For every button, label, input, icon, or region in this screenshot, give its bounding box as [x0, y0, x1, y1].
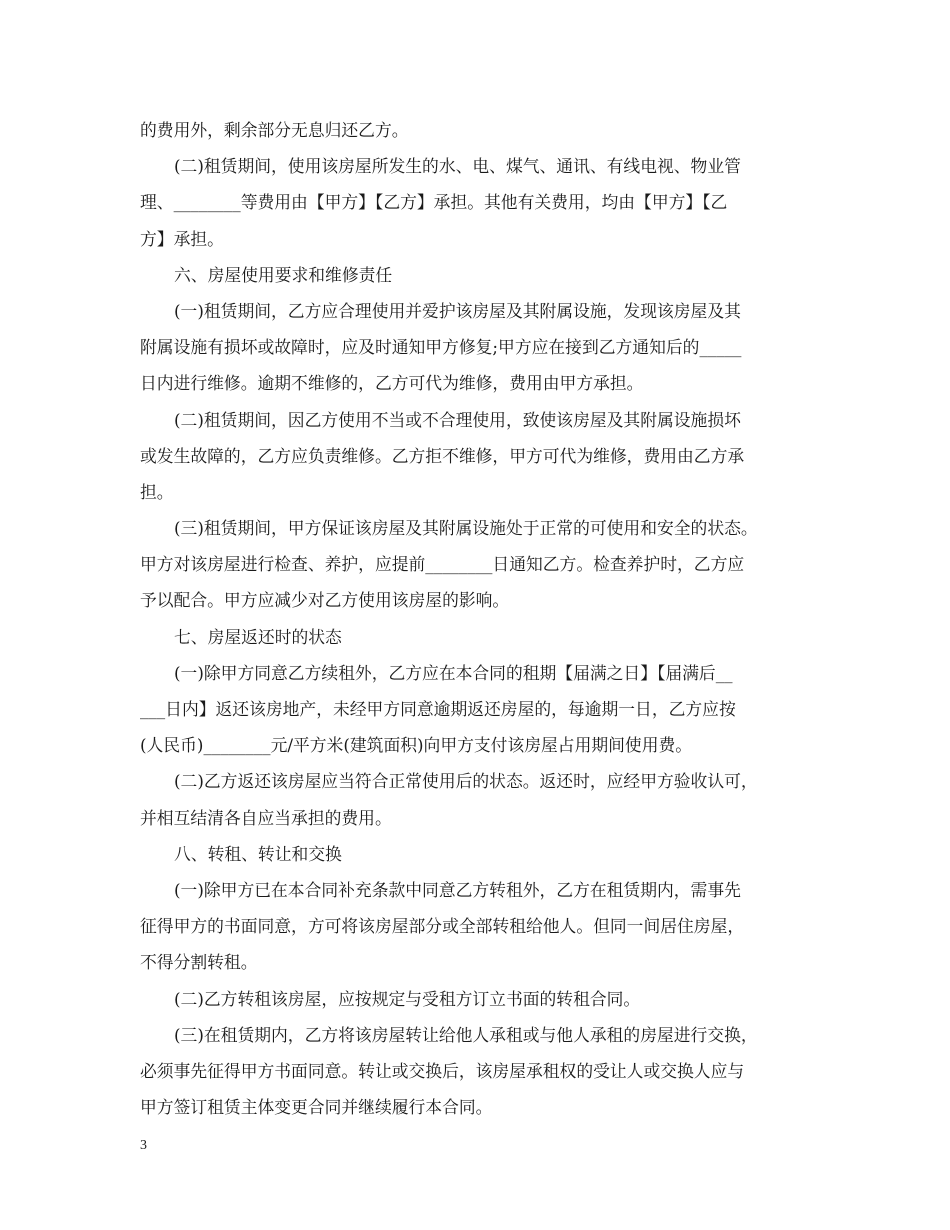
text-line: (二)租赁期间，使用该房屋所发生的水、电、煤气、通讯、有线电视、物业管: [174, 156, 741, 177]
text-line: 理、________等费用由【甲方】【乙方】承担。其他有关费用，均由【甲方】【乙: [140, 192, 728, 213]
text-line: 附属设施有损坏或故障时，应及时通知甲方修复;甲方应在接到乙方通知后的_____: [140, 337, 742, 358]
document-body: [140, 112, 830, 1125]
text-line: 七、房屋返还时的状态: [174, 626, 342, 647]
text-line: 六、房屋使用要求和维修责任: [174, 264, 393, 285]
text-line: (三)租赁期间，甲方保证该房屋及其附属设施处于正常的可使用和安全的状态。: [174, 518, 758, 539]
page-number: 3: [140, 1138, 147, 1153]
text-line: (人民币)________元/平方米(建筑面积)向甲方支付该房屋占用期间使用费。: [140, 735, 693, 756]
text-line: 八、转租、转让和交换: [174, 843, 342, 864]
text-line: ___日内】返还该房地产，未经甲方同意逾期返还房屋的，每逾期一日，乙方应按: [140, 699, 736, 719]
text-line: 或发生故障的，乙方应负责维修。乙方拒不维修，甲方可代为维修，费用由乙方承: [140, 445, 745, 466]
text-line: (二)租赁期间，因乙方使用不当或不合理使用，致使该房屋及其附属设施损坏: [174, 409, 741, 430]
text-line: 并相互结清各自应当承担的费用。: [140, 807, 392, 828]
text-line: (三)在租赁期内，乙方将该房屋转让给他人承租或与他人承租的房屋进行交换，: [174, 1024, 758, 1045]
text-line: 日内进行维修。逾期不维修的，乙方可代为维修，费用由甲方承担。: [140, 373, 644, 394]
text-line: (一)除甲方同意乙方续租外，乙方应在本合同的租期【届满之日】【届满后__: [174, 662, 733, 683]
text-line: (一)除甲方已在本合同补充条款中同意乙方转租外，乙方在租赁期内，需事先: [174, 879, 741, 900]
text-line: 担。: [140, 481, 174, 502]
text-line: (二)乙方返还该房屋应当符合正常使用后的状态。返还时，应经甲方验收认可，: [174, 771, 758, 792]
text-line: 予以配合。甲方应减少对乙方使用该房屋的影响。: [140, 590, 510, 611]
text-line: (一)租赁期间，乙方应合理使用并爱护该房屋及其附属设施，发现该房屋及其: [174, 300, 741, 321]
text-line: 甲方签订租赁主体变更合同并继续履行本合同。: [140, 1097, 493, 1118]
text-line: 方】承担。: [140, 228, 224, 249]
text-line: 甲方对该房屋进行检查、养护，应提前________日通知乙方。检查养护时，乙方应: [140, 554, 745, 575]
text-line: 征得甲方的书面同意，方可将该房屋部分或全部转租给他人。但同一间居住房屋，: [140, 916, 745, 937]
text-line: 的费用外，剩余部分无息归还乙方。: [140, 120, 409, 140]
text-line: 不得分割转租。: [140, 952, 258, 973]
text-line: (二)乙方转租该房屋，应按规定与受租方订立书面的转租合同。: [174, 988, 641, 1009]
text-line: 必须事先征得甲方书面同意。转让或交换后，该房屋承租权的受让人或交换人应与: [140, 1060, 745, 1081]
